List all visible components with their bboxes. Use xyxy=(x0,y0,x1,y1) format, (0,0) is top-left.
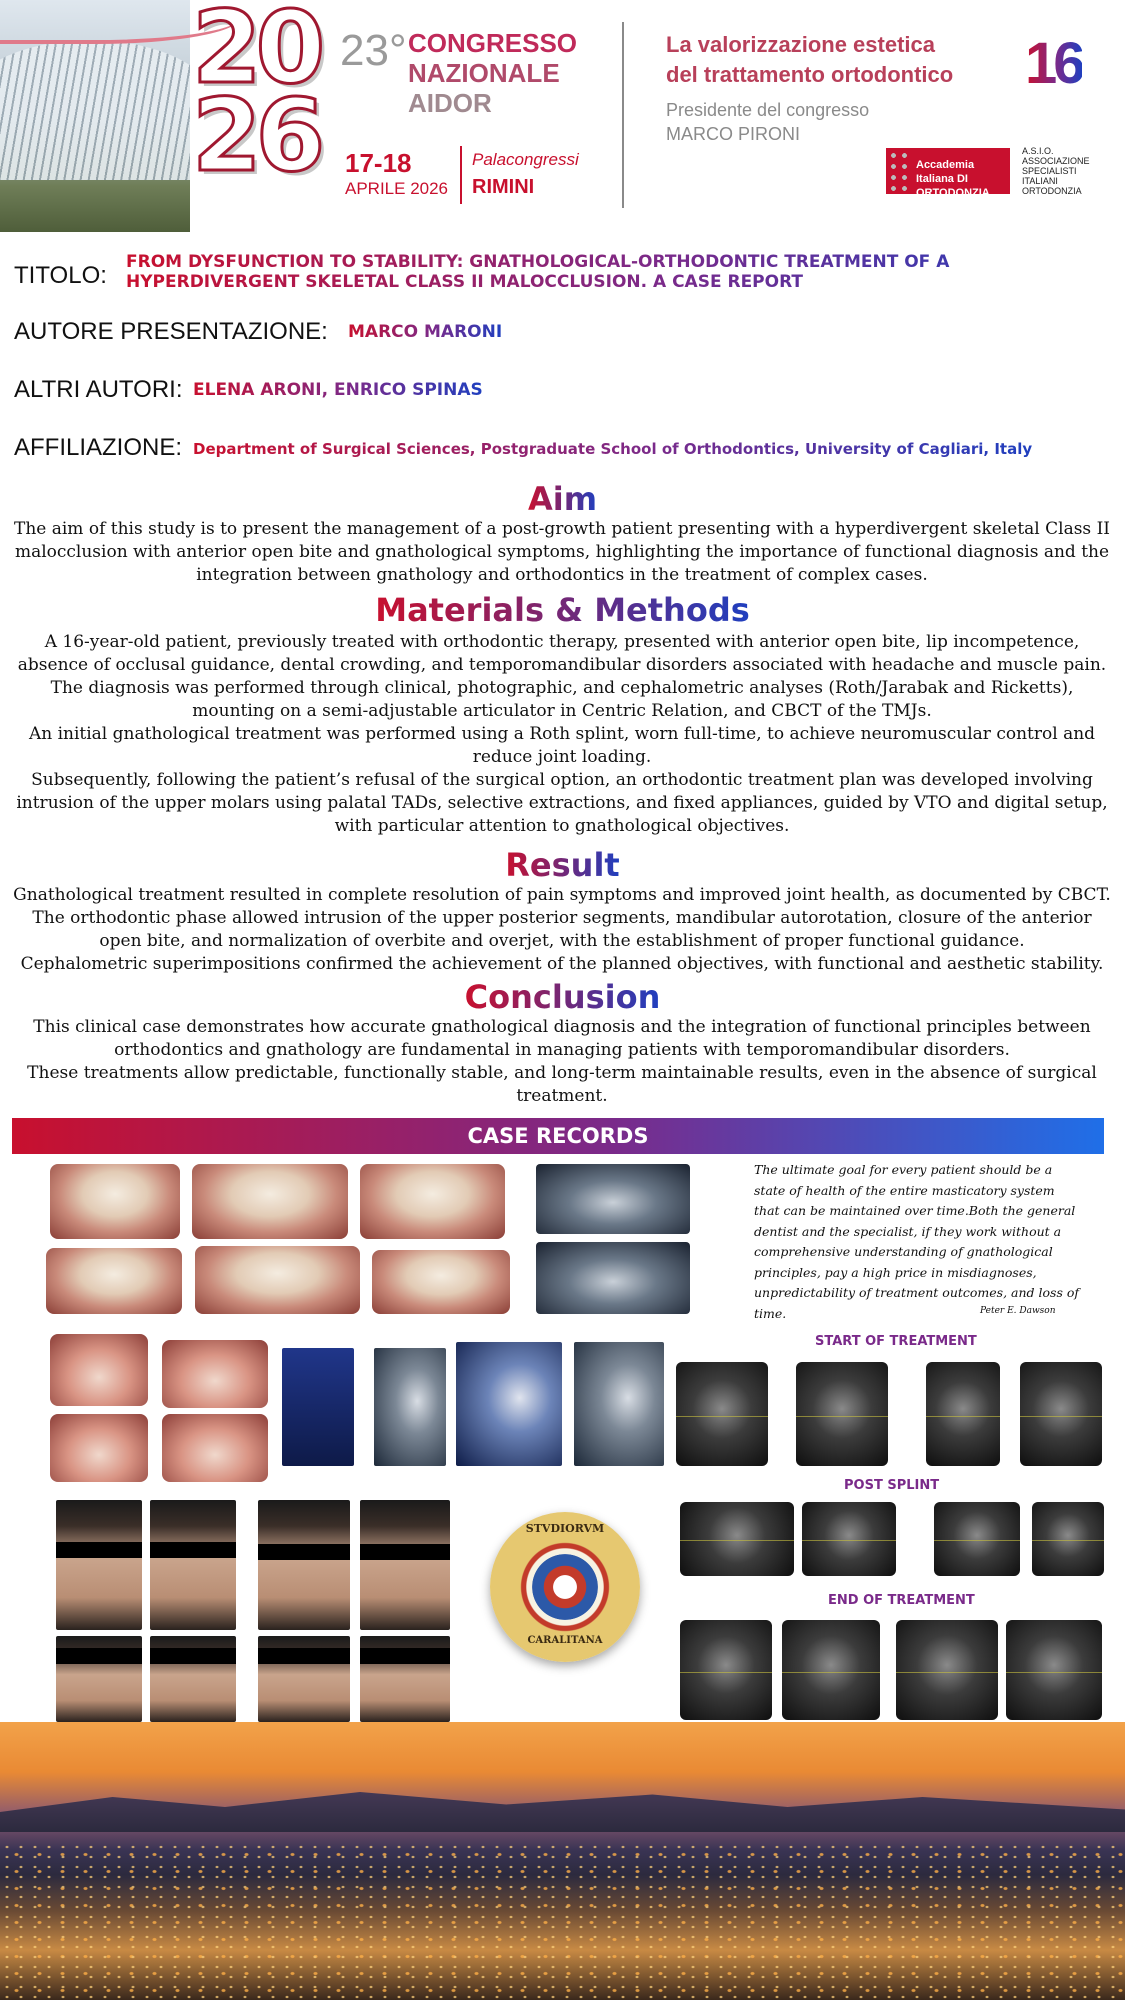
case-records-banner: CASE RECORDS xyxy=(12,1118,1104,1154)
year-top: 20 xyxy=(192,0,320,106)
author-label: AUTORE PRESENTAZIONE: xyxy=(14,318,328,345)
date-days: 17-18 xyxy=(345,148,412,178)
methods-paragraph-1: A 16-year-old patient, previously treated with orthodontic therapy, presented with anterior open bite, lip incompetence, absence of occlusal guidance, dental crowding, and temporomandibular disorders associated with headache and muscle pain. xyxy=(17,632,1107,675)
other-authors-value: ELENA ARONI, ENRICO SPINAS xyxy=(193,380,483,400)
extraoral-photo-front-final xyxy=(56,1636,142,1722)
start-of-treatment-label: START OF TREATMENT xyxy=(815,1334,977,1349)
affiliation-value: Department of Surgical Sciences, Postgraduate School of Orthodontics, University of Cagliari, Italy xyxy=(193,440,1033,458)
intraoral-photo xyxy=(372,1250,510,1314)
president-label: Presidente del congresso xyxy=(666,100,870,120)
cbct-end xyxy=(1006,1620,1102,1720)
date-divider xyxy=(460,146,462,204)
aio-logo-icon xyxy=(888,150,910,192)
city-lights xyxy=(0,1842,1125,2000)
congress-number: 23° xyxy=(340,26,407,75)
congress-name-line-1: CONGRESSO xyxy=(408,28,578,58)
cbct-end xyxy=(680,1620,772,1720)
extraoral-photo-profile xyxy=(360,1500,450,1630)
year-logo xyxy=(192,0,320,194)
result-title: Result xyxy=(505,846,620,884)
cephalometric-tracing xyxy=(374,1348,446,1466)
result-paragraph-1: Gnathological treatment resulted in complete resolution of pain symptoms and improved joint health, as documented by CBCT. xyxy=(13,885,1111,905)
venue-label: Palacongressi xyxy=(472,150,579,169)
congress-president xyxy=(666,98,869,146)
conclusion-paragraph-1: This clinical case demonstrates how accurate gnathological diagnosis and the integration of functional principles between orthodontics and gnathology are fundamental in managing patients with temporomandibular disorders. xyxy=(33,1017,1091,1060)
post-splint-label: POST SPLINT xyxy=(844,1478,940,1493)
cbct-start xyxy=(796,1362,888,1466)
extraoral-photo-front xyxy=(56,1500,142,1630)
result-paragraph-2: The orthodontic phase allowed intrusion of the upper posterior segments, mandibular autorotation, closure of the anterior open bite, and normalization of overbite and overjet, with the establishment of proper functional guidance. xyxy=(32,908,1092,951)
title-value: FROM DYSFUNCTION TO STABILITY: GNATHOLOGICAL-ORTHODONTIC TREATMENT OF A HYPERDIVERGENT SKELETAL CLASS II MALOCCLUSION. A CASE REPORT xyxy=(126,252,1106,292)
cbct-start xyxy=(676,1362,768,1466)
result-paragraph-3: Cephalometric superimpositions confirmed the achievement of the planned objectives, with functional and aesthetic stability. xyxy=(20,954,1104,974)
conclusion-paragraph-2: These treatments allow predictable, functionally stable, and long-term maintainable results, even in the absence of surgical treatment. xyxy=(27,1063,1097,1106)
intraoral-photo xyxy=(46,1248,182,1314)
conclusion-heading xyxy=(0,978,1125,1016)
cephalometric-tracing xyxy=(282,1348,354,1466)
extraoral-photo-profile-final xyxy=(360,1636,450,1722)
methods-paragraph-4: Subsequently, following the patient’s refusal of the surgical option, an orthodontic treatment plan was developed involving intrusion of the upper molars using palatal TADs, selective extractions, and fixed appliances, guided by VTO and digital setup, with particular attention to gnathological objectives. xyxy=(16,770,1108,836)
cbct-post-splint xyxy=(1032,1502,1104,1576)
congress-name xyxy=(408,28,577,118)
venue-city: RIMINI xyxy=(472,176,535,198)
venue xyxy=(472,150,579,199)
author-value: MARCO MARONI xyxy=(348,322,503,342)
occlusal-photo xyxy=(50,1414,148,1482)
end-of-treatment-label: END OF TREATMENT xyxy=(828,1593,975,1608)
intraoral-photo xyxy=(360,1164,505,1239)
cephalogram xyxy=(574,1342,664,1466)
aim-body xyxy=(12,518,1112,587)
cbct-post-splint xyxy=(934,1502,1020,1576)
header-divider xyxy=(622,22,624,208)
dawson-quote: The ultimate goal for every patient should be a state of health of the entire masticatory system that can be maintained over time.Both the general dentist and the specialist, if they work without a comprehensive understanding of gnathological principles, pay a high price in misdiagnoses, unpredictability of treatment outcomes, and loss of time. xyxy=(754,1162,1079,1321)
other-authors-label: ALTRI AUTORI: xyxy=(14,376,183,403)
theme-line-1: La valorizzazione estetica xyxy=(666,32,935,57)
congress-name-line-2: NAZIONALE xyxy=(408,58,560,88)
methods-heading xyxy=(0,591,1125,629)
extraoral-photo-smile xyxy=(150,1500,236,1630)
cbct-post-splint xyxy=(802,1502,896,1576)
seal-text-top: STVDIORVM xyxy=(525,1522,605,1535)
methods-body xyxy=(12,631,1112,838)
occlusal-photo xyxy=(50,1334,148,1406)
affiliation-label: AFFILIAZIONE: xyxy=(14,434,183,461)
city-skyline-photo xyxy=(0,1722,1125,2000)
aim-heading xyxy=(0,480,1125,518)
year-bottom: 26 xyxy=(192,77,320,194)
extraoral-photo-smile-final xyxy=(150,1636,236,1722)
intraoral-photo xyxy=(50,1164,180,1239)
edition-badge: 16 xyxy=(1025,31,1082,96)
aim-text: The aim of this study is to present the management of a post-growth patient presenting with a hyperdivergent skeletal Class II malocclusion with anterior open bite and gnathological symptoms, highlighting the importance of functional diagnosis and the integration between gnathology and orthodontics in the treatment of complex cases. xyxy=(13,519,1110,585)
methods-title: Materials & Methods xyxy=(375,591,750,629)
panoramic-xray xyxy=(536,1242,690,1314)
conclusion-body xyxy=(12,1016,1112,1108)
cbct-start xyxy=(1020,1362,1102,1466)
cbct-post-splint xyxy=(680,1502,794,1576)
occlusal-photo xyxy=(162,1340,268,1408)
extraoral-photo-profile xyxy=(258,1500,350,1630)
result-body xyxy=(12,884,1112,976)
intraoral-photo xyxy=(195,1246,360,1314)
conclusion-title: Conclusion xyxy=(464,978,661,1016)
methods-paragraph-3: An initial gnathological treatment was performed using a Roth splint, worn full-time, to achieve neuromuscular control and reduce joint loading. xyxy=(28,724,1096,767)
theme-line-2: del trattamento ortodontico xyxy=(666,62,954,87)
occlusal-photo xyxy=(162,1414,268,1482)
cbct-start xyxy=(926,1362,1000,1466)
date-month: APRILE 2026 xyxy=(345,179,449,198)
asio-logo: A.S.I.O. ASSOCIAZIONE SPECIALISTI ITALIANI ORTODONZIA xyxy=(1022,146,1090,196)
title-label: TITOLO: xyxy=(14,262,107,289)
result-heading xyxy=(0,846,1125,884)
mountains xyxy=(0,1782,1125,1832)
extraoral-photo-profile-final xyxy=(258,1636,350,1722)
intraoral-photo xyxy=(192,1164,348,1239)
cbct-end xyxy=(896,1620,998,1720)
cbct-end xyxy=(782,1620,880,1720)
aim-title: Aim xyxy=(527,480,598,518)
cephalogram xyxy=(456,1342,562,1466)
university-seal-crest xyxy=(532,1554,598,1620)
president-name: MARCO PIRONI xyxy=(666,124,801,144)
methods-paragraph-2: The diagnosis was performed through clinical, photographic, and cephalometric analyses (Roth/Jarabak and Ricketts), mounting on a semi-adjustable articulator in Centric Relation, and CBCT of the TMJs. xyxy=(50,678,1074,721)
congress-dates xyxy=(345,148,448,199)
congress-name-line-3: AIDOR xyxy=(408,88,492,118)
seal-text-bottom: CARALITANA xyxy=(527,1635,603,1646)
aio-logo: Accademia Italiana DI ORTODONZIA xyxy=(886,148,1010,194)
quote-author: Peter E. Dawson xyxy=(980,1306,1056,1316)
congress-theme xyxy=(666,30,953,90)
panoramic-xray xyxy=(536,1164,690,1234)
